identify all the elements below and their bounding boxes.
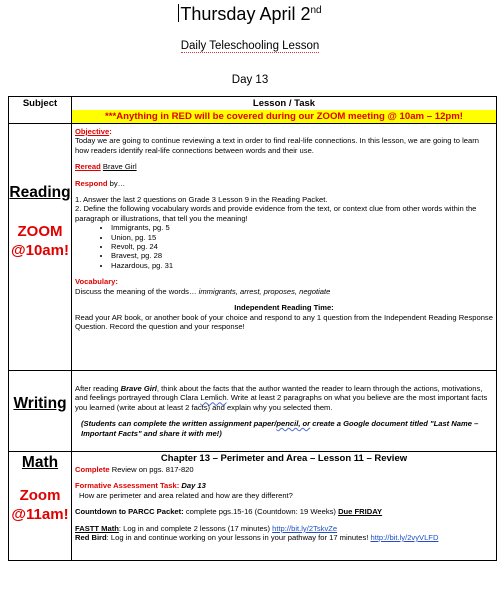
formative-label: Formative Assessment Task: [75,481,180,491]
page-subtitle: Daily Teleschooling Lesson [180,40,320,52]
redbird-label: Red Bird [75,533,107,543]
writing-row [9,371,497,452]
math-zoom-line1: Zoom [19,487,61,504]
reading-zoom-line2: @10am! [11,242,69,259]
header-row [9,97,497,124]
day-label: Day 13 [231,74,269,86]
vocab-word-list [75,223,493,270]
objective-line: Objective: [75,127,112,136]
zoom-banner: ***Anything in RED will be covered during our ZOOM meeting @ 10am – 12pm! [72,110,496,123]
math-subject: Math [21,454,59,471]
math-task-cell [72,452,497,561]
writing-subject: Writing [13,395,67,412]
subject-header: Subject [9,97,72,124]
writing-book: Brave Girl [120,384,157,393]
lesson-header [72,97,497,124]
countdown-label: Countdown to PARCC Packet: [75,507,184,517]
writing-subject-cell [9,371,72,452]
redbird-link[interactable]: http://bit.ly/2vyVLFD [370,533,439,543]
independent-reading-heading: Independent Reading Time: [234,303,334,313]
list-item: • Bravest, pg. 28 [111,251,493,260]
math-chapter-heading: Chapter 13 – Perimeter and Area – Lesson 11 – Review [160,453,408,464]
objective-text: Today we are going to continue reviewing a text in order to find real-life connections. In this lesson, we are going to learn how readers identify real-life connections between words and their use. [75,136,479,155]
formative-question: How are perimeter and area related and how are they different? [79,490,293,500]
step-1: 1. Answer the last 2 questions on Grade 3 Lesson 9 in the Reading Packet. [75,195,328,205]
objective-label: Objective [75,127,110,136]
vocabulary-words: immigrants, arrest, proposes, negotiate [198,286,331,296]
reading-subject: Reading [9,184,71,201]
writing-note: (Students can complete the written assignment paper/pencil, or create a Google document titled "Last Name – Important Facts" and share it with me!) [81,419,479,438]
formative-line: Formative Assessment Task: Day 13 [75,481,206,491]
math-row [9,452,497,561]
title-text: Thursday April 2 [180,4,311,24]
countdown-line: Countdown to PARCC Packet: complete pgs.15-16 (Countdown: 19 Weeks) Due FRIDAY [75,507,383,517]
vocabulary-label: Vocabulary: [75,277,118,287]
list-item: • Immigrants, pg. 5 [111,223,493,232]
vocabulary-line: Discuss the meaning of the words… immigrants, arrest, proposes, negotiate [75,286,331,296]
lesson-header-label: Lesson / Task [252,98,316,109]
step-2: 2. Define the following vocabulary words and provide evidence from the text, or context clue from other words within the paragraph or illustrations, that tell you the meaning! [75,204,477,223]
reading-zoom-line1: ZOOM [17,223,63,240]
independent-reading-text: Read your AR book, or another book of your choice and respond to any 1 question from the Independent Reading Response Question. Record the question and your response! [75,312,493,331]
title-sup: nd [310,5,322,16]
list-item: • Union, pg. 15 [111,233,493,242]
fastt-math-line: FASTT Math: Log in and complete 2 lessons (17 minutes) http://bit.ly/2TskvZe [75,523,338,533]
list-item: • Revolt, pg. 24 [111,242,493,251]
respond-line: Respond by… [75,178,126,188]
writing-task-cell [72,371,497,452]
due-friday: Due FRIDAY [338,507,383,517]
math-zoom-line2: @11am! [11,506,69,523]
respond-label: Respond [75,178,108,188]
page-title [0,4,500,25]
list-item: • Hazardous, pg. 31 [111,261,493,270]
reread-line [75,162,493,171]
math-complete-line: Complete Review on pgs. 817-820 [75,465,194,474]
reread-label: Reread [75,162,101,172]
reread-book: Brave Girl [102,162,137,172]
reading-row [9,124,497,371]
writing-text: After reading Brave Girl, think about the facts that the author wanted the reader to learn through the actions, motivations, and feelings portrayed through Clara Lemlich. Write at least 2 paragraphs on what you believe are the most important facts you learned (write about at least 2 facts) and explain why you selected them. [75,384,488,412]
lesson-table [8,96,497,561]
fastt-label: FASTT Math [75,523,119,533]
reading-task-cell [72,124,497,371]
red-bird-line: Red Bird: Log in and continue working on your lessons in your pathway for 17 minutes! http://bit.ly/2vyVLFD [75,533,439,543]
complete-label: Complete [75,465,110,474]
reading-subject-cell [9,124,72,371]
math-subject-cell [9,452,72,561]
fastt-link[interactable]: http://bit.ly/2TskvZe [272,523,338,533]
